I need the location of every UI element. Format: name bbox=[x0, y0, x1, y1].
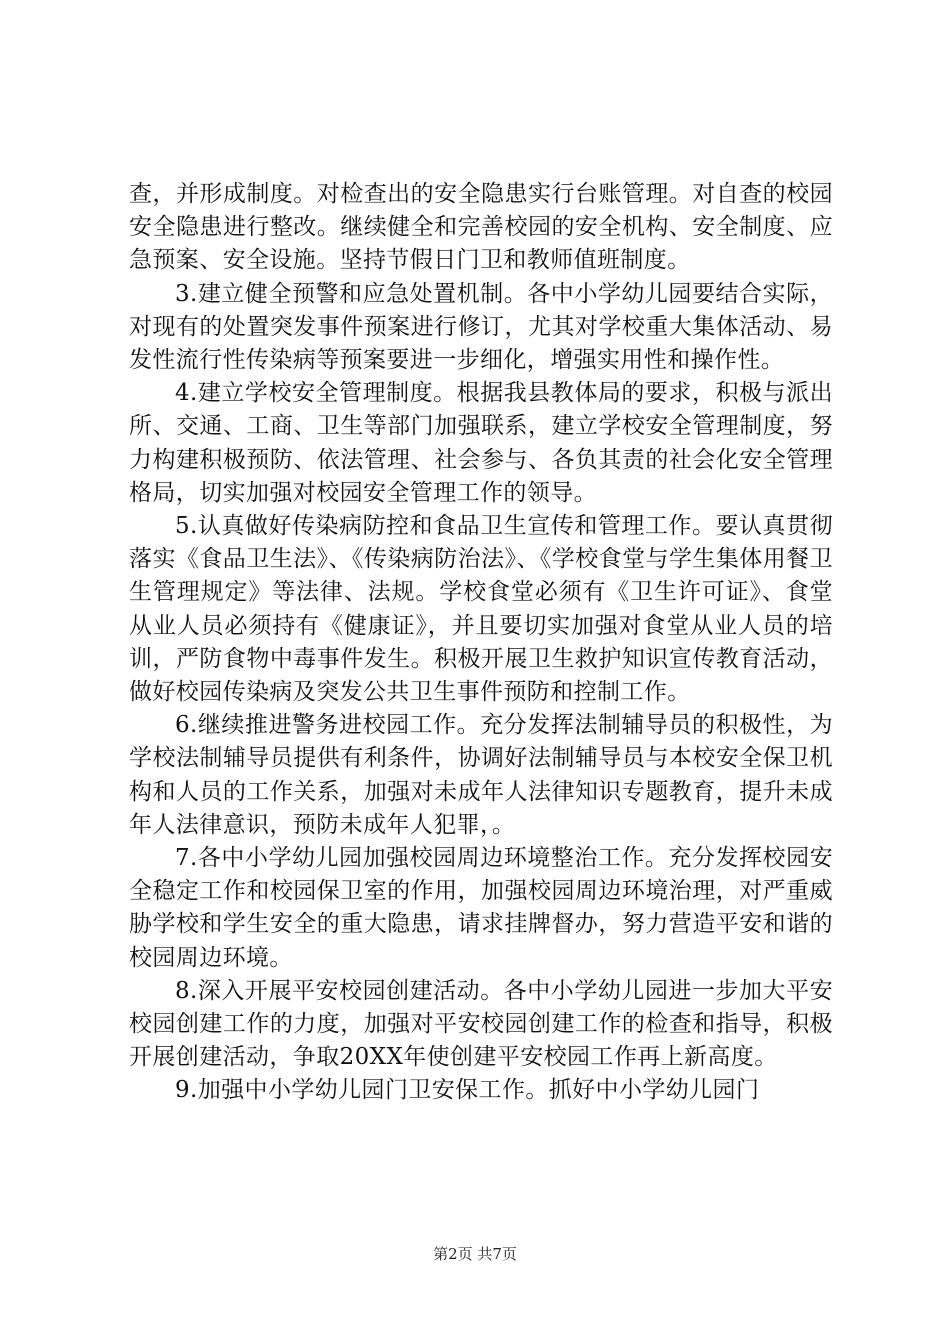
paragraph-item-8: 8.深入开展平安校园创建活动。各中小学幼儿园进一步加大平安校园创建工作的力度，加强对平安校园创建工作的检查和指导，积极开展创建活动，争取20XX年使创建平安校园工作再上新高度。 bbox=[129, 977, 833, 1071]
paragraph-item-7: 7.各中小学幼儿园加强校园周边环境整治工作。充分发挥校园安全稳定工作和校园保卫室的作用，加强校园周边环境治理，对严重威胁学校和学生安全的重大隐患，请求挂牌督办，努力营造平安和谐的校园周边环境。 bbox=[129, 845, 833, 971]
paragraph-item-5: 5.认真做好传染病防控和食品卫生宣传和管理工作。要认真贯彻落实《食品卫生法》、《传染病防治法》、《学校食堂与学生集体用餐卫生管理规定》等法律、法规。学校食堂必须有《卫生许可证》、食堂从业人员必须持有《健康证》，并且要切实加强对食堂从业人员的培训，严防食物中毒事件发生。积极开展卫生救护知识宣传教育活动，做好校园传染病及突发公共卫生事件预防和控制工作。 bbox=[129, 513, 833, 706]
page-footer bbox=[0, 1243, 950, 1264]
document-body bbox=[129, 178, 833, 1108]
paragraph-item-6: 6.继续推进警务进校园工作。充分发挥法制辅导员的积极性，为学校法制辅导员提供有利条件，协调好法制辅导员与本校安全保卫机构和人员的工作关系，加强对未成年人法律知识专题教育，提升未成年人法律意识，预防未成年人犯罪，。 bbox=[129, 712, 833, 838]
paragraph-item-3: 3.建立健全预警和应急处置机制。各中小学幼儿园要结合实际，对现有的处置突发事件预案进行修订，尤其对学校重大集体活动、易发性流行性传染病等预案要进一步细化，增强实用性和操作性。 bbox=[129, 280, 833, 374]
paragraph-item-4: 4.建立学校安全管理制度。根据我县教体局的要求，积极与派出所、交通、工商、卫生等部门加强联系，建立学校安全管理制度，努力构建积极预防、依法管理、社会参与、各负其责的社会化安全管理格局，切实加强对校园安全管理工作的领导。 bbox=[129, 380, 833, 506]
paragraph-item-9: 9.加强中小学幼儿园门卫安保工作。抓好中小学幼儿园门 bbox=[175, 1077, 760, 1104]
paragraph-continuation: 查，并形成制度。对检查出的安全隐患实行台账管理。对自查的校园安全隐患进行整改。继续健全和完善校园的安全机构、安全制度、应急预案、安全设施。坚持节假日门卫和教师值班制度。 bbox=[129, 181, 833, 274]
page-number: 第2页 共7页 bbox=[433, 1245, 517, 1263]
